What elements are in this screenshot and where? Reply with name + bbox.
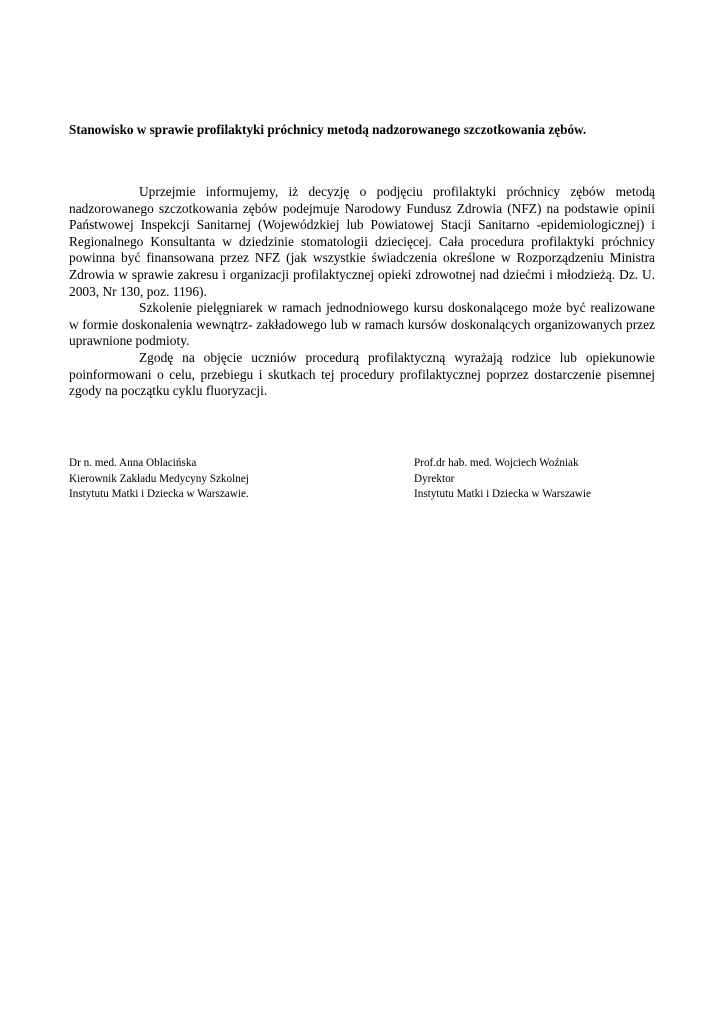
signatory-name: Dr n. med. Anna Oblacińska	[69, 457, 197, 469]
document-body	[69, 184, 655, 400]
signatory-name: Prof.dr hab. med. Wojciech Woźniak	[414, 457, 579, 469]
document-title: Stanowisko w sprawie profilaktyki próchnicy metodą nadzorowanego szczotkowania zębów.	[69, 122, 587, 137]
signature-block-right	[414, 456, 694, 503]
signatory-institution: Instytutu Matki i Dziecka w Warszawie.	[69, 488, 249, 500]
paragraph-consent: Zgodę na objęcie uczniów procedurą profilaktyczną wyrażają rodzice lub opiekunowie poinformowani o celu, przebiegu i skutkach tej procedury profilaktycznej poprzez dostarczenie pisemnej zgody na początku cyklu fluoryzacji.	[69, 349, 655, 399]
paragraph-funding: Uprzejmie informujemy, iż decyzję o podjęciu profilaktyki próchnicy zębów metodą nadzorowanego szczotkowania zębów podejmuje Narodowy Fundusz Zdrowia (NFZ) na podstawie opinii Państwowej Inspekcji Sanitarnej (Wojewódzkiej lub Powiatowej Stacji Sanitarno -epidemiologicznej) i Regionalnego Konsultanta w dziedzinie stomatologii dziecięcej. Cała procedura profilaktyki próchnicy powinna być finansowana przez NFZ (jak wszystkie świadczenia określone w Rozporządzeniu Ministra Zdrowia w sprawie zakresu i organizacji profilaktycznej opieki zdrowotnej nad dziećmi i młodzieżą. Dz. U. 2003, Nr 130, poz. 1196).	[69, 184, 655, 299]
signatory-role: Dyrektor	[414, 472, 455, 485]
signatory-institution: Instytutu Matki i Dziecka w Warszawie	[414, 488, 591, 500]
paragraph-training: Szkolenie pielęgniarek w ramach jednodniowego kursu doskonalącego może być realizowane w formie doskonalenia wewnątrz- zakładowego lub w ramach kursów doskonalących organizowanych przez uprawnione podmioty.	[69, 300, 655, 349]
signature-block-left	[69, 456, 369, 503]
signatory-role: Kierownik Zakładu Medycyny Szkolnej	[69, 472, 249, 485]
